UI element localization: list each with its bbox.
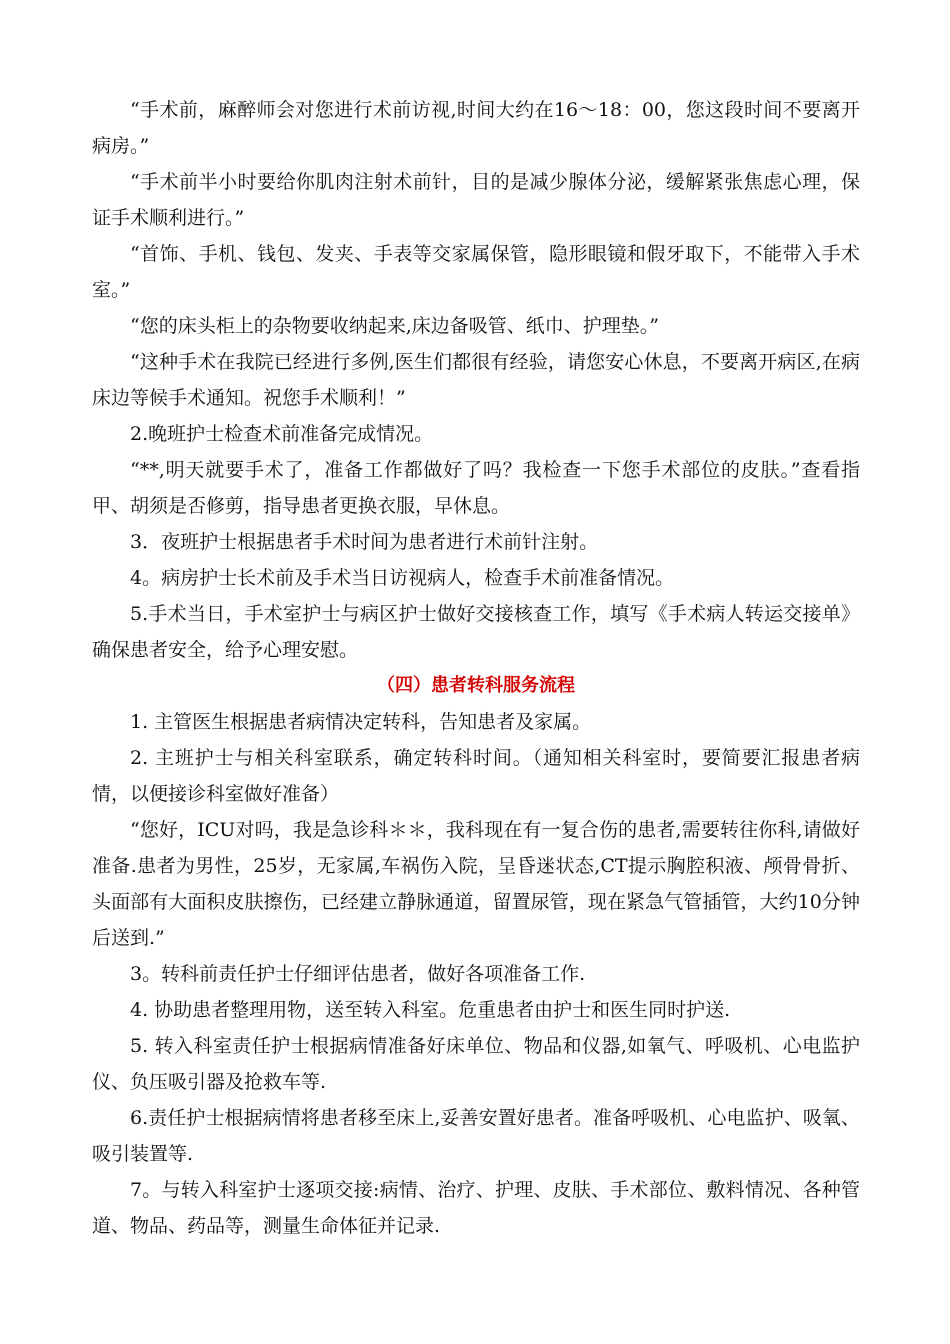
paragraph: 2. 主班护士与相关科室联系，确定转科时间。（通知相关科室时，要简要汇报患者病情，以便接诊科室做好准备） [92,747,860,805]
paragraph: 4。病房护士长术前及手术当日访视病人，检查手术前准备情况。 [130,567,675,589]
paragraph: 3。转科前责任护士仔细评估患者，做好各项准备工作. [130,963,586,985]
paragraph: 4. 协助患者整理用物，送至转入科室。危重患者由护士和医生同时护送. [130,999,731,1021]
paragraph: 1. 主管医生根据患者病情决定转科，告知患者及家属。 [130,711,592,733]
paragraph: 2.晚班护士检查术前准备完成情况。 [130,423,434,445]
paragraph: “手术前半小时要给你肌肉注射术前针，目的是减少腺体分泌，缓解紧张焦虑心理，保证手术顺利进行。” [92,171,860,229]
document-page [92,92,860,1244]
paragraph: “您的床头柜上的杂物要收纳起来,床边备吸管、纸巾、护理垫。” [130,315,659,337]
paragraph: “这种手术在我院已经进行多例,医生们都很有经验，请您安心休息，不要离开病区,在病床边等候手术通知。祝您手术顺利！” [92,351,860,409]
paragraph: 6.责任护士根据病情将患者移至床上,妥善安置好患者。准备呼吸机、心电监护、吸氧、吸引装置等. [92,1107,860,1165]
paragraph: 5. 转入科室责任护士根据病情准备好床单位、物品和仪器,如氧气、呼吸机、心电监护仪、负压吸引器及抢救车等. [92,1035,860,1093]
paragraph: 7。与转入科室护士逐项交接:病情、治疗、护理、皮肤、手术部位、敷料情况、各种管道、物品、药品等，测量生命体征并记录. [92,1179,860,1237]
paragraph: “手术前，麻醉师会对您进行术前访视,时间大约在16～18：00，您这段时间不要离开病房。” [92,99,860,157]
paragraph: 3．夜班护士根据患者手术时间为患者进行术前针注射。 [130,531,599,553]
paragraph: “首饰、手机、钱包、发夹、手表等交家属保管，隐形眼镜和假牙取下，不能带入手术室。” [92,243,860,301]
paragraph: 5.手术当日，手术室护士与病区护士做好交接核查工作，填写《手术病人转运交接单》确保患者安全，给予心理安慰。 [92,603,860,661]
section-heading: （四）患者转科服务流程 [377,675,575,696]
paragraph: “您好，ICU对吗，我是急诊科＊＊，我科现在有一复合伤的患者,需要转往你科,请做好准备.患者为男性，25岁，无家属,车祸伤入院，呈昏迷状态,CT提示胸腔积液、颅骨骨折、头面部有大面积皮肤擦伤，已经建立静脉通道，留置尿管，现在紧急气管插管，大约10分钟后送到.” [92,819,860,949]
paragraph: “**,明天就要手术了，准备工作都做好了吗？我检查一下您手术部位的皮肤。”查看指甲、胡须是否修剪，指导患者更换衣服，早休息。 [92,459,860,517]
